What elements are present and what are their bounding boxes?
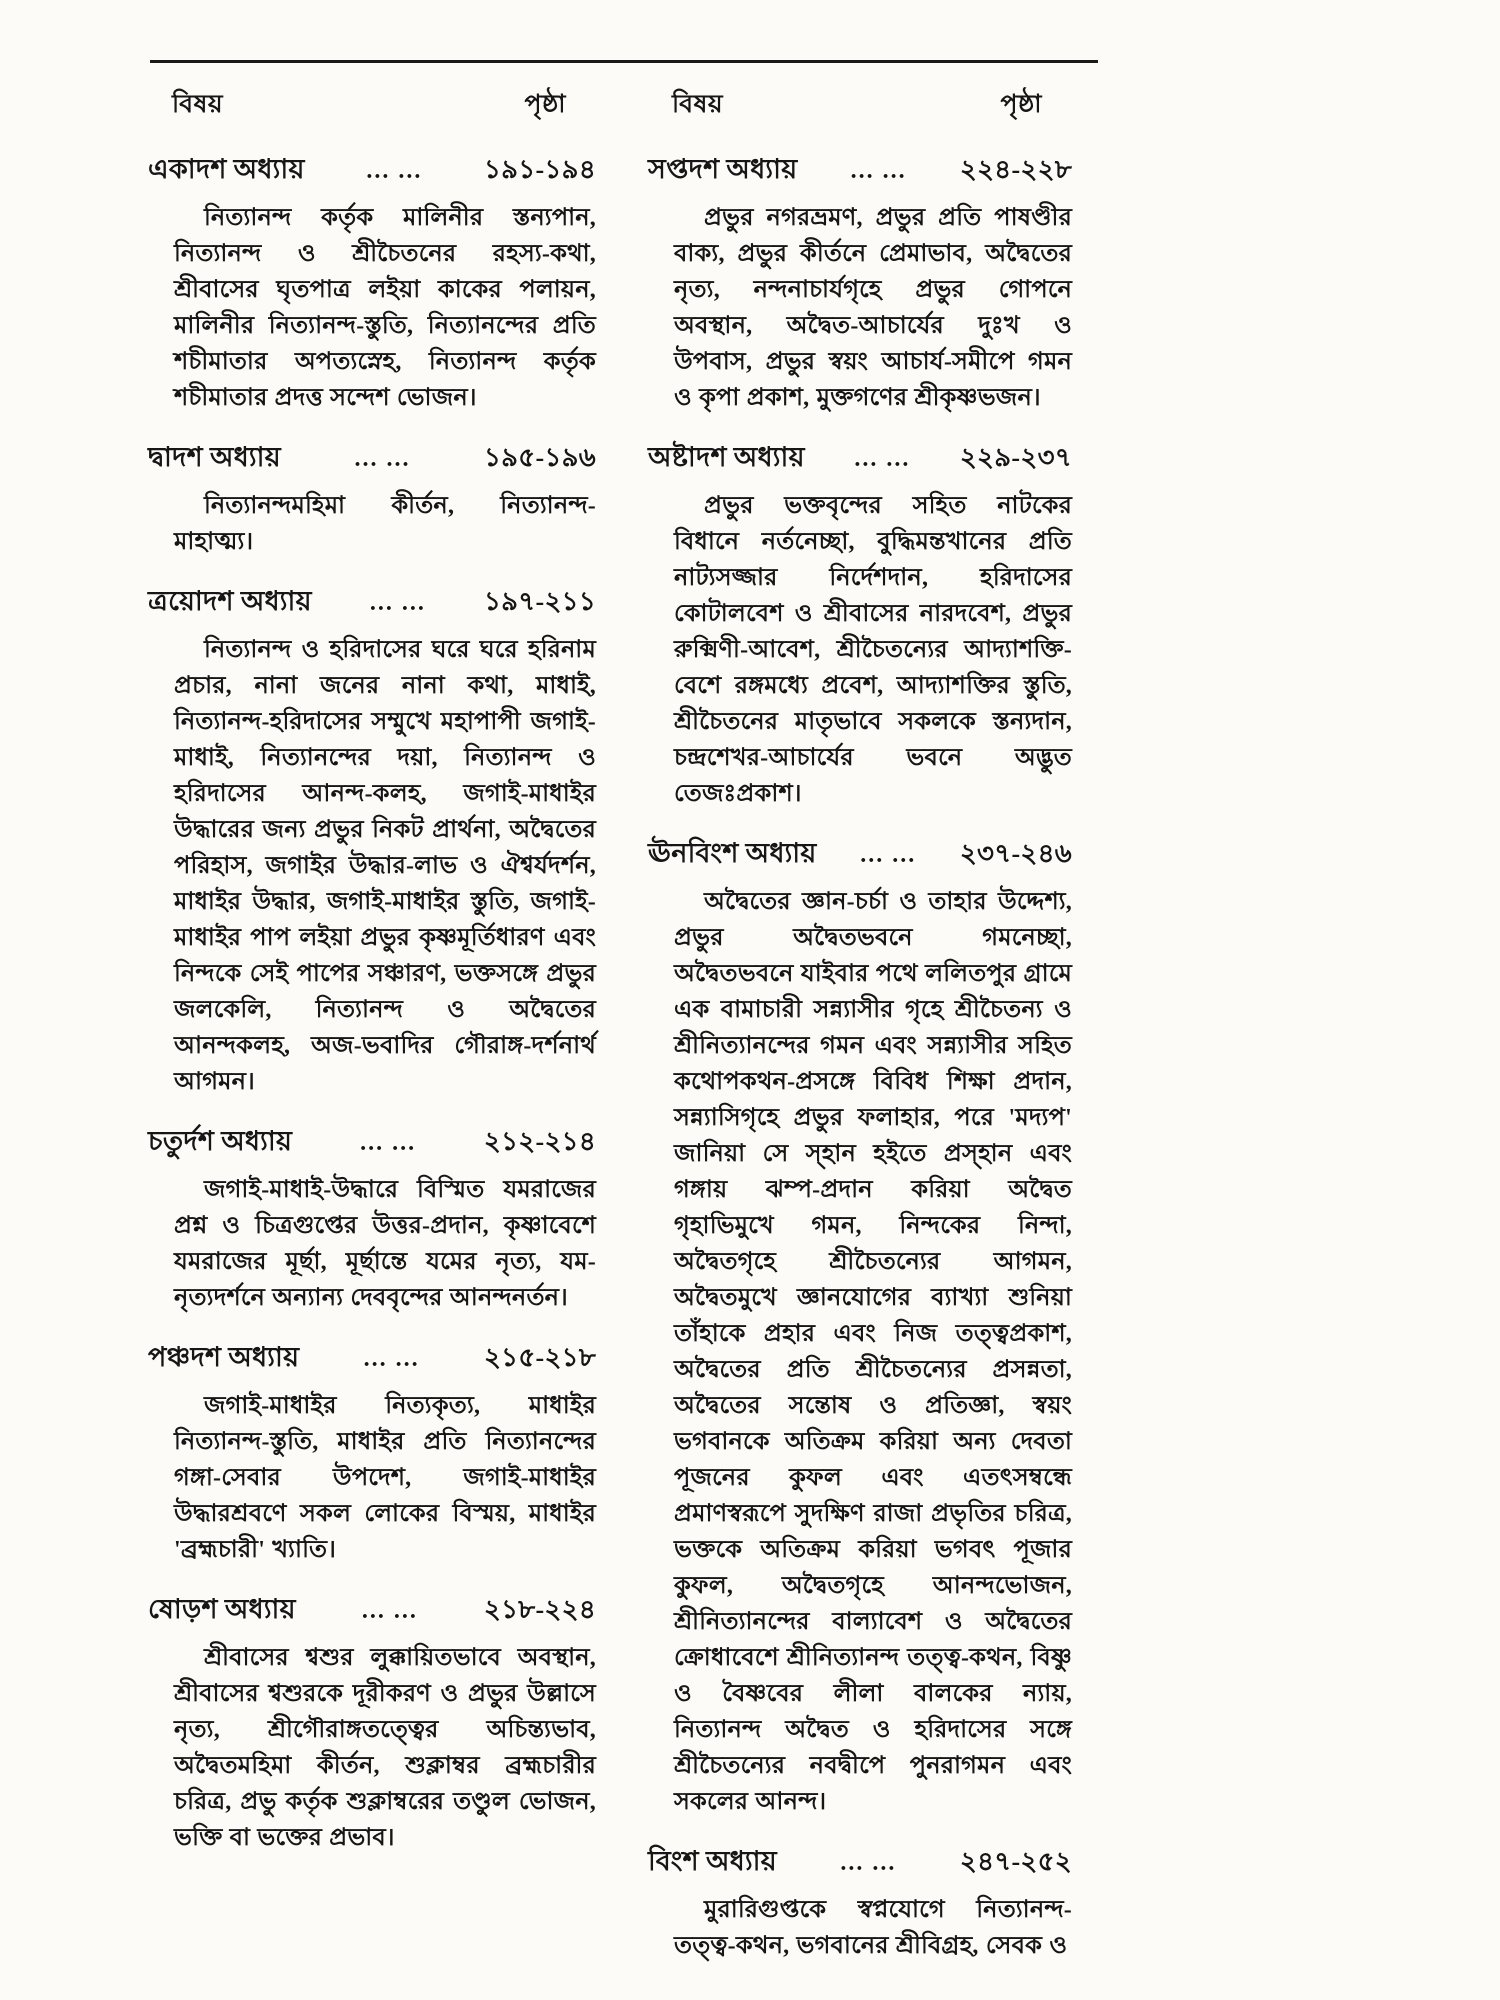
- chapter-summary: মুরারিগুপ্তকে স্বপ্নযোগে নিত্যানন্দ-তত্ত্ব-কথন, ভগবানের শ্রীবিগ্রহ, সেবক ও: [674, 1897, 1072, 1959]
- chapter-pages: ২২৪-২২৮: [959, 155, 1072, 184]
- chapter-pages: ২১৫-২১৮: [483, 1343, 596, 1372]
- dots-leader: ... ...: [360, 1130, 417, 1156]
- column-header-subject: বিষয়: [672, 91, 724, 118]
- chapter-title: একাদশ অধ্যায়: [148, 154, 305, 184]
- chapter-pages: ২২৯-২৩৭: [959, 443, 1072, 472]
- chapter-title: পঞ্চদশ অধ্যায়: [148, 1342, 300, 1372]
- toc-entry: [148, 141, 596, 416]
- chapter-heading: [648, 437, 1072, 482]
- chapter-heading: [148, 149, 596, 194]
- chapter-heading: [648, 1841, 1072, 1886]
- toc-entry: [648, 141, 1072, 416]
- dots-leader: ... ...: [860, 842, 917, 868]
- chapter-summary: প্রভুর ভক্তবৃন্দের সহিত নাটকের বিধানে নর্তনেচ্ছা, বুদ্ধিমন্তখানের প্রতি নাট্যসজ্জার নির্দেশদান, হরিদাসের কোটালবেশ ও শ্রীবাসের নারদবেশ, প্রভুর রুক্মিণী-আবেশ, শ্রীচৈতন্যের আদ্যাশক্তি-বেশে রঙ্গমধ্যে প্রবেশ, আদ্যাশক্তির স্তুতি, শ্রীচৈতনের মাতৃভাবে সকলকে স্তন্যদান, চন্দ্রশেখর-আচার্যের ভবনে অদ্ভুত তেজঃপ্রকাশ।: [674, 493, 1072, 807]
- chapter-summary: জগাই-মাধাইর নিত্যকৃত্য, মাধাইর নিত্যানন্দ-স্তুতি, মাধাইর প্রতি নিত্যানন্দের গঙ্গা-সেবার উপদেশ, জগাই-মাধাইর উদ্ধারশ্রবণে সকল লোকের বিস্ময়, মাধাইর 'ব্রহ্মচারী' খ্যাতি।: [174, 1393, 596, 1563]
- toc-entry: [148, 1581, 596, 1856]
- chapter-pages: ২৩৭-২৪৬: [959, 839, 1072, 868]
- dots-leader: ... ...: [361, 1598, 418, 1624]
- chapter-heading: [148, 1121, 596, 1166]
- chapter-summary: প্রভুর নগরভ্রমণ, প্রভুর প্রতি পাষণ্ডীর বাক্য, প্রভুর কীর্তনে প্রেমাভাব, অদ্বৈতের নৃত্য, নন্দনাচার্যগৃহে প্রভুর গোপনে অবস্থান, অদ্বৈত-আচার্যের দুঃখ ও উপবাস, প্রভুর স্বয়ং আচার্য-সমীপে গমন ও কৃপা প্রকাশ, মুক্তগণের শ্রীকৃষ্ণভজন।: [674, 205, 1072, 411]
- toc-entry: [148, 1113, 596, 1316]
- chapter-title: চতুর্দশ অধ্যায়: [148, 1126, 293, 1156]
- dots-leader: ... ...: [850, 158, 907, 184]
- chapter-heading: [148, 1337, 596, 1382]
- left-column: [148, 84, 596, 1977]
- chapter-heading: [148, 581, 596, 626]
- chapter-title: দ্বাদশ অধ্যায়: [148, 442, 281, 472]
- toc-entry: [648, 1833, 1072, 1964]
- chapter-summary: নিত্যানন্দ কর্তৃক মালিনীর স্তন্যপান, নিত্যানন্দ ও শ্রীচৈতনের রহস্য-কথা, শ্রীবাসের ঘৃতপাত্র লইয়া কাকের পলায়ন, মালিনীর নিত্যানন্দ-স্তুতি, নিত্যানন্দের প্রতি শচীমাতার অপত্যস্নেহ, নিত্যানন্দ কর্তৃক শচীমাতার প্রদত্ত সন্দেশ ভোজন।: [174, 205, 596, 411]
- column-header-page: পৃষ্ঠা: [524, 91, 566, 118]
- column-header-page: পৃষ্ঠা: [1000, 91, 1042, 118]
- chapter-summary: জগাই-মাধাই-উদ্ধারে বিস্মিত যমরাজের প্রশ্ন ও চিত্রগুপ্তের উত্তর-প্রদান, কৃষ্ণাবেশে যমরাজের মূর্ছা, মূর্ছান্তে যমের নৃত্য, যম-নৃত্যদর্শনে অন্যান্য দেববৃন্দের আনন্দনর্তন।: [174, 1177, 596, 1311]
- top-rule: [150, 60, 1098, 63]
- chapter-title: ষোড়শ অধ্যায়: [148, 1594, 296, 1624]
- toc-entry: [148, 1329, 596, 1568]
- dots-leader: ... ...: [854, 446, 911, 472]
- chapter-summary: নিত্যানন্দমহিমা কীর্তন, নিত্যানন্দ-মাহাত্ম্য।: [174, 493, 596, 555]
- chapter-summary: শ্রীবাসের শ্বশুর লুক্কায়িতভাবে অবস্থান, শ্রীবাসের শ্বশুরকে দূরীকরণ ও প্রভুর উল্লাসে নৃত্য, শ্রীগৌরাঙ্গতত্ত্বের অচিন্ত্যভাব, অদ্বৈতমহিমা কীর্তন, শুক্লাম্বর ব্রহ্মচারীর চরিত্র, প্রভু কর্তৃক শুক্লাম্বরের তণ্ডুল ভোজন, ভক্তি বা ভক্তের প্রভাব।: [174, 1645, 596, 1851]
- dots-leader: ... ...: [366, 158, 423, 184]
- chapter-summary: অদ্বৈতের জ্ঞান-চর্চা ও তাহার উদ্দেশ্য, প্রভুর অদ্বৈতভবনে গমনেচ্ছা, অদ্বৈতভবনে যাইবার পথে ললিতপুর গ্রামে এক বামাচারী সন্ন্যাসীর গৃহে শ্রীচৈতন্য ও শ্রীনিত্যানন্দের গমন এবং সন্ন্যাসীর সহিত কথোপকথন-প্রসঙ্গে বিবিধ শিক্ষা প্রদান, সন্ন্যাসিগৃহে প্রভুর ফলাহার, পরে 'মদ্যপ' জানিয়া সে স্হান হইতে প্রস্হান এবং গঙ্গায় ঝম্প-প্রদান করিয়া অদ্বৈত গৃহাভিমুখে গমন, নিন্দকের নিন্দা, অদ্বৈতগৃহে শ্রীচৈতন্যের আগমন, অদ্বৈতমুখে জ্ঞানযোগের ব্যাখ্যা শুনিয়া তাঁহাকে প্রহার এবং নিজ তত্ত্বপ্রকাশ, অদ্বৈতের প্রতি শ্রীচৈতন্যের প্রসন্নতা, অদ্বৈতের সন্তোষ ও প্রতিজ্ঞা, স্বয়ং ভগবানকে অতিক্রম করিয়া অন্য দেবতা পূজনের কুফল এবং এতৎসম্বন্ধে প্রমাণস্বরূপে সুদক্ষিণ রাজা প্রভৃতির চরিত্র, ভক্তকে অতিক্রম করিয়া ভগবৎ পূজার কুফল, অদ্বৈতগৃহে আনন্দভোজন, শ্রীনিত্যানন্দের বাল্যাবেশ ও অদ্বৈতের ক্রোধাবেশে শ্রীনিত্যানন্দ তত্ত্ব-কথন, বিষ্ণু ও বৈষ্ণবের লীলা বালকের ন্যায়, নিত্যানন্দ অদ্বৈত ও হরিদাসের সঙ্গে শ্রীচৈতন্যের নবদ্বীপে পুনরাগমন এবং সকলের আনন্দ।: [674, 889, 1072, 1815]
- chapter-title: অষ্টাদশ অধ্যায়: [648, 442, 805, 472]
- chapter-heading: [648, 149, 1072, 194]
- toc-entry: [648, 429, 1072, 812]
- toc-entry: [148, 429, 596, 560]
- chapter-title: ঊনবিংশ অধ্যায়: [648, 838, 817, 868]
- chapter-pages: ১৯৫-১৯৬: [483, 443, 596, 472]
- column-header: [148, 84, 596, 127]
- dots-leader: ... ...: [369, 590, 426, 616]
- chapter-pages: ২১২-২১৪: [483, 1127, 596, 1156]
- right-column: [648, 84, 1072, 1977]
- chapter-title: সপ্তদশ অধ্যায়: [648, 154, 798, 184]
- toc-columns: [148, 84, 1072, 1977]
- column-header-subject: বিষয়: [172, 91, 224, 118]
- dots-leader: ... ...: [354, 446, 411, 472]
- toc-entry: [648, 825, 1072, 1820]
- chapter-title: বিংশ অধ্যায়: [648, 1846, 777, 1876]
- chapter-heading: [148, 437, 596, 482]
- chapter-heading: [148, 1589, 596, 1634]
- dots-leader: ... ...: [840, 1850, 897, 1876]
- chapter-pages: ১৯১-১৯৪: [484, 155, 596, 184]
- chapter-pages: ২৪৭-২৫২: [959, 1847, 1072, 1876]
- dots-leader: ... ...: [363, 1346, 420, 1372]
- chapter-summary: নিত্যানন্দ ও হরিদাসের ঘরে ঘরে হরিনাম প্রচার, নানা জনের নানা কথা, মাধাই, নিত্যানন্দ-হরিদাসের সম্মুখে মহাপাপী জগাই-মাধাই, নিত্যানন্দের দয়া, নিত্যানন্দ ও হরিদাসের আনন্দ-কলহ, জগাই-মাধাইর উদ্ধারের জন্য প্রভুর নিকট প্রার্থনা, অদ্বৈতের পরিহাস, জগাইর উদ্ধার-লাভ ও ঐশ্বর্যদর্শন, মাধাইর উদ্ধার, জগাই-মাধাইর স্তুতি, জগাই-মাধাইর পাপ লইয়া প্রভুর কৃষ্ণমূর্তিধারণ এবং নিন্দকে সেই পাপের সঞ্চারণ, ভক্তসঙ্গে প্রভুর জলকেলি, নিত্যানন্দ ও অদ্বৈতের আনন্দকলহ, অজ-ভবাদির গৌরাঙ্গ-দর্শনার্থ আগমন।: [174, 637, 596, 1095]
- chapter-pages: ২১৮-২২৪: [483, 1595, 596, 1624]
- chapter-heading: [648, 833, 1072, 878]
- column-header: [648, 84, 1072, 127]
- chapter-title: ত্রয়োদশ অধ্যায়: [148, 586, 312, 616]
- chapter-pages: ১৯৭-২১১: [483, 587, 596, 616]
- toc-entry: [148, 573, 596, 1100]
